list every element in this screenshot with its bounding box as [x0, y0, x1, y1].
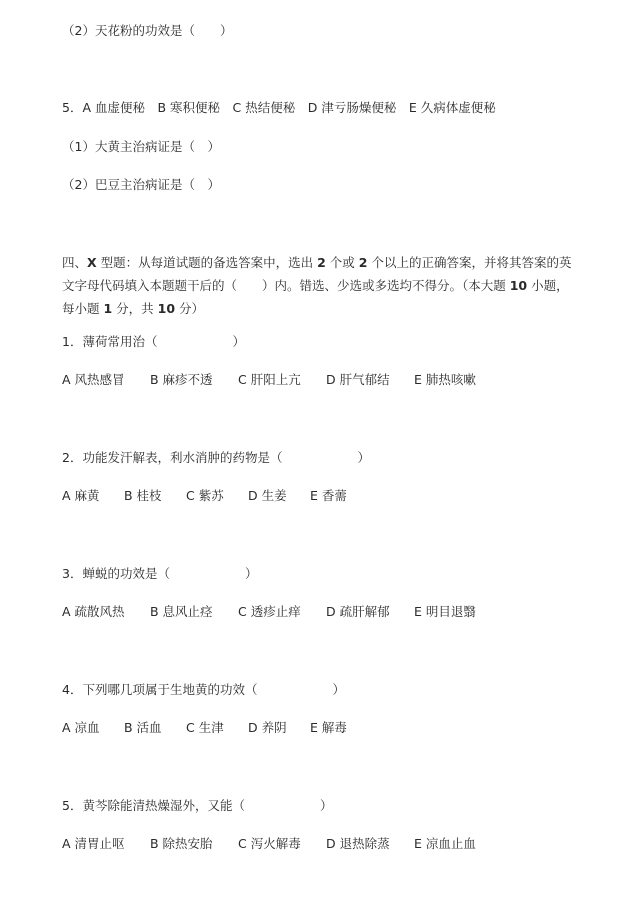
- x-question-3-stem: 3．蝉蜕的功效是（ ）: [62, 566, 258, 581]
- q5-stem: 5．A 血虚便秘 B 寒积便秘 C 热结便秘 D 津亏肠燥便秘 E 久病体虚便秘: [62, 100, 496, 115]
- x-question-2-stem: 2．功能发汗解表，利水消肿的药物是（ ）: [62, 450, 370, 465]
- option-b: B 息风止痉: [150, 604, 213, 619]
- x-question-5-stem: 5．黄芩除能清热燥湿外，又能（ ）: [62, 798, 333, 813]
- option-c: C 透疹止痒: [238, 604, 301, 619]
- option-e: E 明目退翳: [414, 604, 476, 619]
- option-a: A 麻黄: [62, 488, 100, 503]
- x-question-2-options: [62, 488, 347, 504]
- option-c: C 紫苏: [186, 488, 224, 503]
- x-question-4-options: [62, 720, 347, 736]
- option-d: D 疏肝解郁: [326, 604, 390, 619]
- option-c: C 泻火解毒: [238, 836, 301, 851]
- x-question-3-options: [62, 604, 476, 620]
- option-d: D 养阴: [248, 720, 287, 735]
- option-d: D 生姜: [248, 488, 287, 503]
- option-a: A 清胃止呕: [62, 836, 125, 851]
- option-e: E 凉血止血: [414, 836, 476, 851]
- option-a: A 风热感冒: [62, 372, 125, 387]
- q4-sub-question-2: （2）天花粉的功效是（ ）: [62, 23, 233, 38]
- option-a: A 疏散风热: [62, 604, 125, 619]
- option-d: D 退热除蒸: [326, 836, 390, 851]
- option-e: E 肺热咳嗽: [414, 372, 476, 387]
- x-question-5-options: [62, 836, 476, 852]
- q5-sub-question-2: （2）巴豆主治病证是（ ）: [62, 177, 220, 192]
- option-c: C 生津: [186, 720, 224, 735]
- option-b: B 除热安胎: [150, 836, 213, 851]
- option-d: D 肝气郁结: [326, 372, 390, 387]
- option-e: E 解毒: [310, 720, 347, 735]
- option-b: B 麻疹不透: [150, 372, 213, 387]
- option-c: C 肝阳上亢: [238, 372, 301, 387]
- x-question-1-stem: 1．薄荷常用治（ ）: [62, 334, 245, 349]
- q5-sub-question-1: （1）大黄主治病证是（ ）: [62, 139, 220, 154]
- option-b: B 桂枝: [124, 488, 162, 503]
- x-question-4-stem: 4．下列哪几项属于生地黄的功效（ ）: [62, 682, 345, 697]
- option-b: B 活血: [124, 720, 162, 735]
- section-4-instructions: 四、X 型题：从每道试题的备选答案中，选出 2 个或 2 个以上的正确答案，并将其答案的英文字母代码填入本题题干后的（ ）内。错选、少选或多选均不得分。（本大题 10 小题，每小题 1 分，共 10 分）: [62, 255, 572, 316]
- option-a: A 凉血: [62, 720, 100, 735]
- x-question-1-options: [62, 372, 476, 388]
- option-e: E 香薷: [310, 488, 347, 503]
